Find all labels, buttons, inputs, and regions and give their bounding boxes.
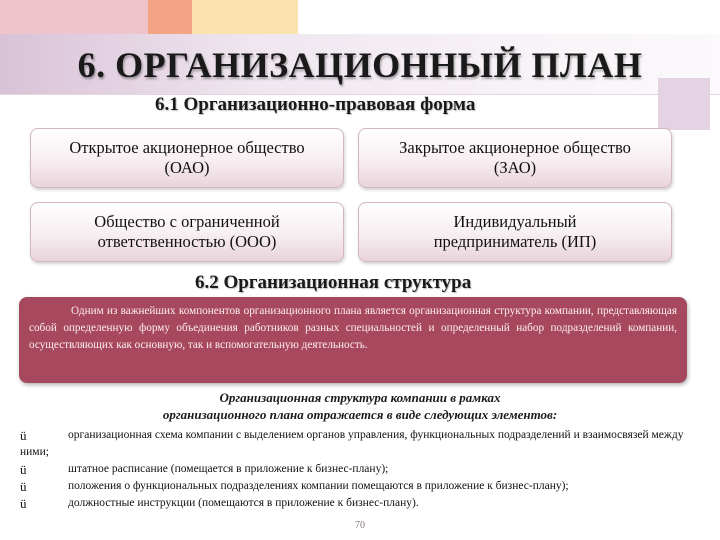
list-item-text: организационная схема компании с выделением органов управления, функциональных подразделений и взаимосвязей между ними; [20,429,684,458]
form-box-ooo [30,202,344,262]
definition-panel [19,297,687,383]
caption-line1: Организационная структура компании в рамках [219,390,501,405]
form-label-line2: (ОАО) [164,158,210,177]
form-label-line2: (ЗАО) [493,158,537,177]
list-item-text: штатное расписание (помещается в приложение к бизнес-плану); [68,463,389,475]
list-item [20,495,692,512]
form-box-ip [358,202,672,262]
elements-list [20,427,692,512]
slide-title: 6. ОРГАНИЗАЦИОННЫЙ ПЛАН [77,45,643,85]
list-item [20,478,692,495]
form-label-line2: ответственностью (ООО) [97,232,277,251]
form-label-line1: Закрытое акционерное общество [399,138,631,157]
elements-caption [0,389,720,423]
checkmark-icon: ü [20,428,27,443]
form-label-line1: Индивидуальный [453,212,577,231]
checkmark-icon: ü [20,479,27,494]
form-label-line1: Общество с ограниченной [94,212,280,231]
list-item-text: должностные инструкции (помещаются в приложение к бизнес-плану). [68,497,419,509]
definition-text: Одним из важнейших компонентов организационного плана является организационная структура компании, представляющая собой определенную форму объединения работников разных специальностей и определенный набор подразделений компании, осуществляющих как основную, так и вспомогательную деятельность. [29,305,677,351]
list-item [20,461,692,478]
form-label-line1: Открытое акционерное общество [69,138,305,157]
section-1-heading: 6.1 Организационно-правовая форма [155,94,476,115]
form-label-line2: предприниматель (ИП) [433,232,597,251]
page-number: 70 [355,520,365,531]
caption-line2: организационного плана отражается в виде следующих элементов: [162,407,558,422]
checkmark-icon: ü [20,462,27,477]
form-box-zao [358,128,672,188]
checkmark-icon: ü [20,496,27,511]
list-item [20,427,692,461]
list-item-text: положения о функциональных подразделениях компании помещаются в приложение к бизнес-плану); [68,480,569,492]
form-box-oao [30,128,344,188]
section-2-heading: 6.2 Организационная структура [195,272,472,293]
